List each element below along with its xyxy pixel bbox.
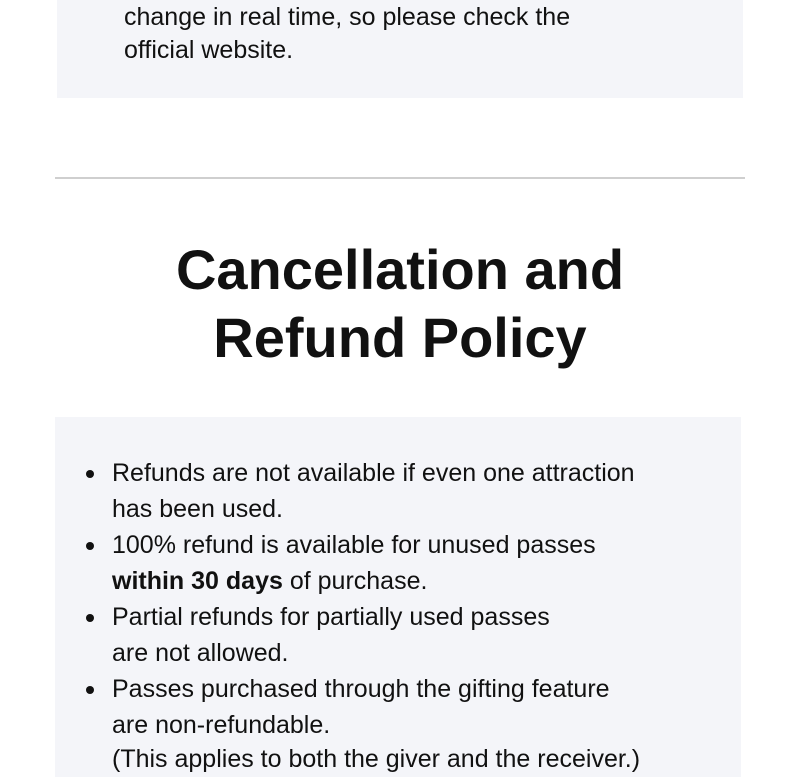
bullet-icon (86, 542, 94, 550)
policy-item (112, 527, 732, 599)
bullet-icon (86, 686, 94, 694)
policy-item-text: Refunds are not available if even one attraction (112, 459, 635, 487)
policy-item-text: are not allowed. (112, 639, 289, 667)
notice-text (124, 0, 724, 67)
section-divider (55, 177, 745, 179)
policy-item-text (112, 563, 732, 599)
bullet-icon (86, 470, 94, 478)
policy-item-text: Passes purchased through the gifting feature (112, 675, 610, 703)
policy-note: (This applies to both the giver and the receiver.) (112, 745, 641, 773)
policy-item (112, 455, 732, 527)
policy-item-text: 100% refund is available for unused passes (112, 531, 596, 559)
policy-item-text: are non-refundable. (112, 711, 331, 739)
policy-item-text: Partial refunds for partially used passes (112, 603, 550, 631)
policy-item (112, 599, 732, 671)
policy-item-text: has been used. (112, 495, 283, 523)
section-title-line: Refund Policy (213, 306, 587, 369)
notice-line: official website. (124, 36, 294, 64)
policy-item-text-rest: of purchase. (282, 567, 428, 595)
section-title (0, 236, 800, 372)
section-title-line: Cancellation and (175, 238, 625, 301)
bullet-icon (86, 614, 94, 622)
policy-item (112, 671, 732, 743)
policy-item-emphasis: within 30 days (112, 567, 283, 595)
policy-list (112, 455, 732, 743)
notice-line: change in real time, so please check the (124, 3, 571, 31)
